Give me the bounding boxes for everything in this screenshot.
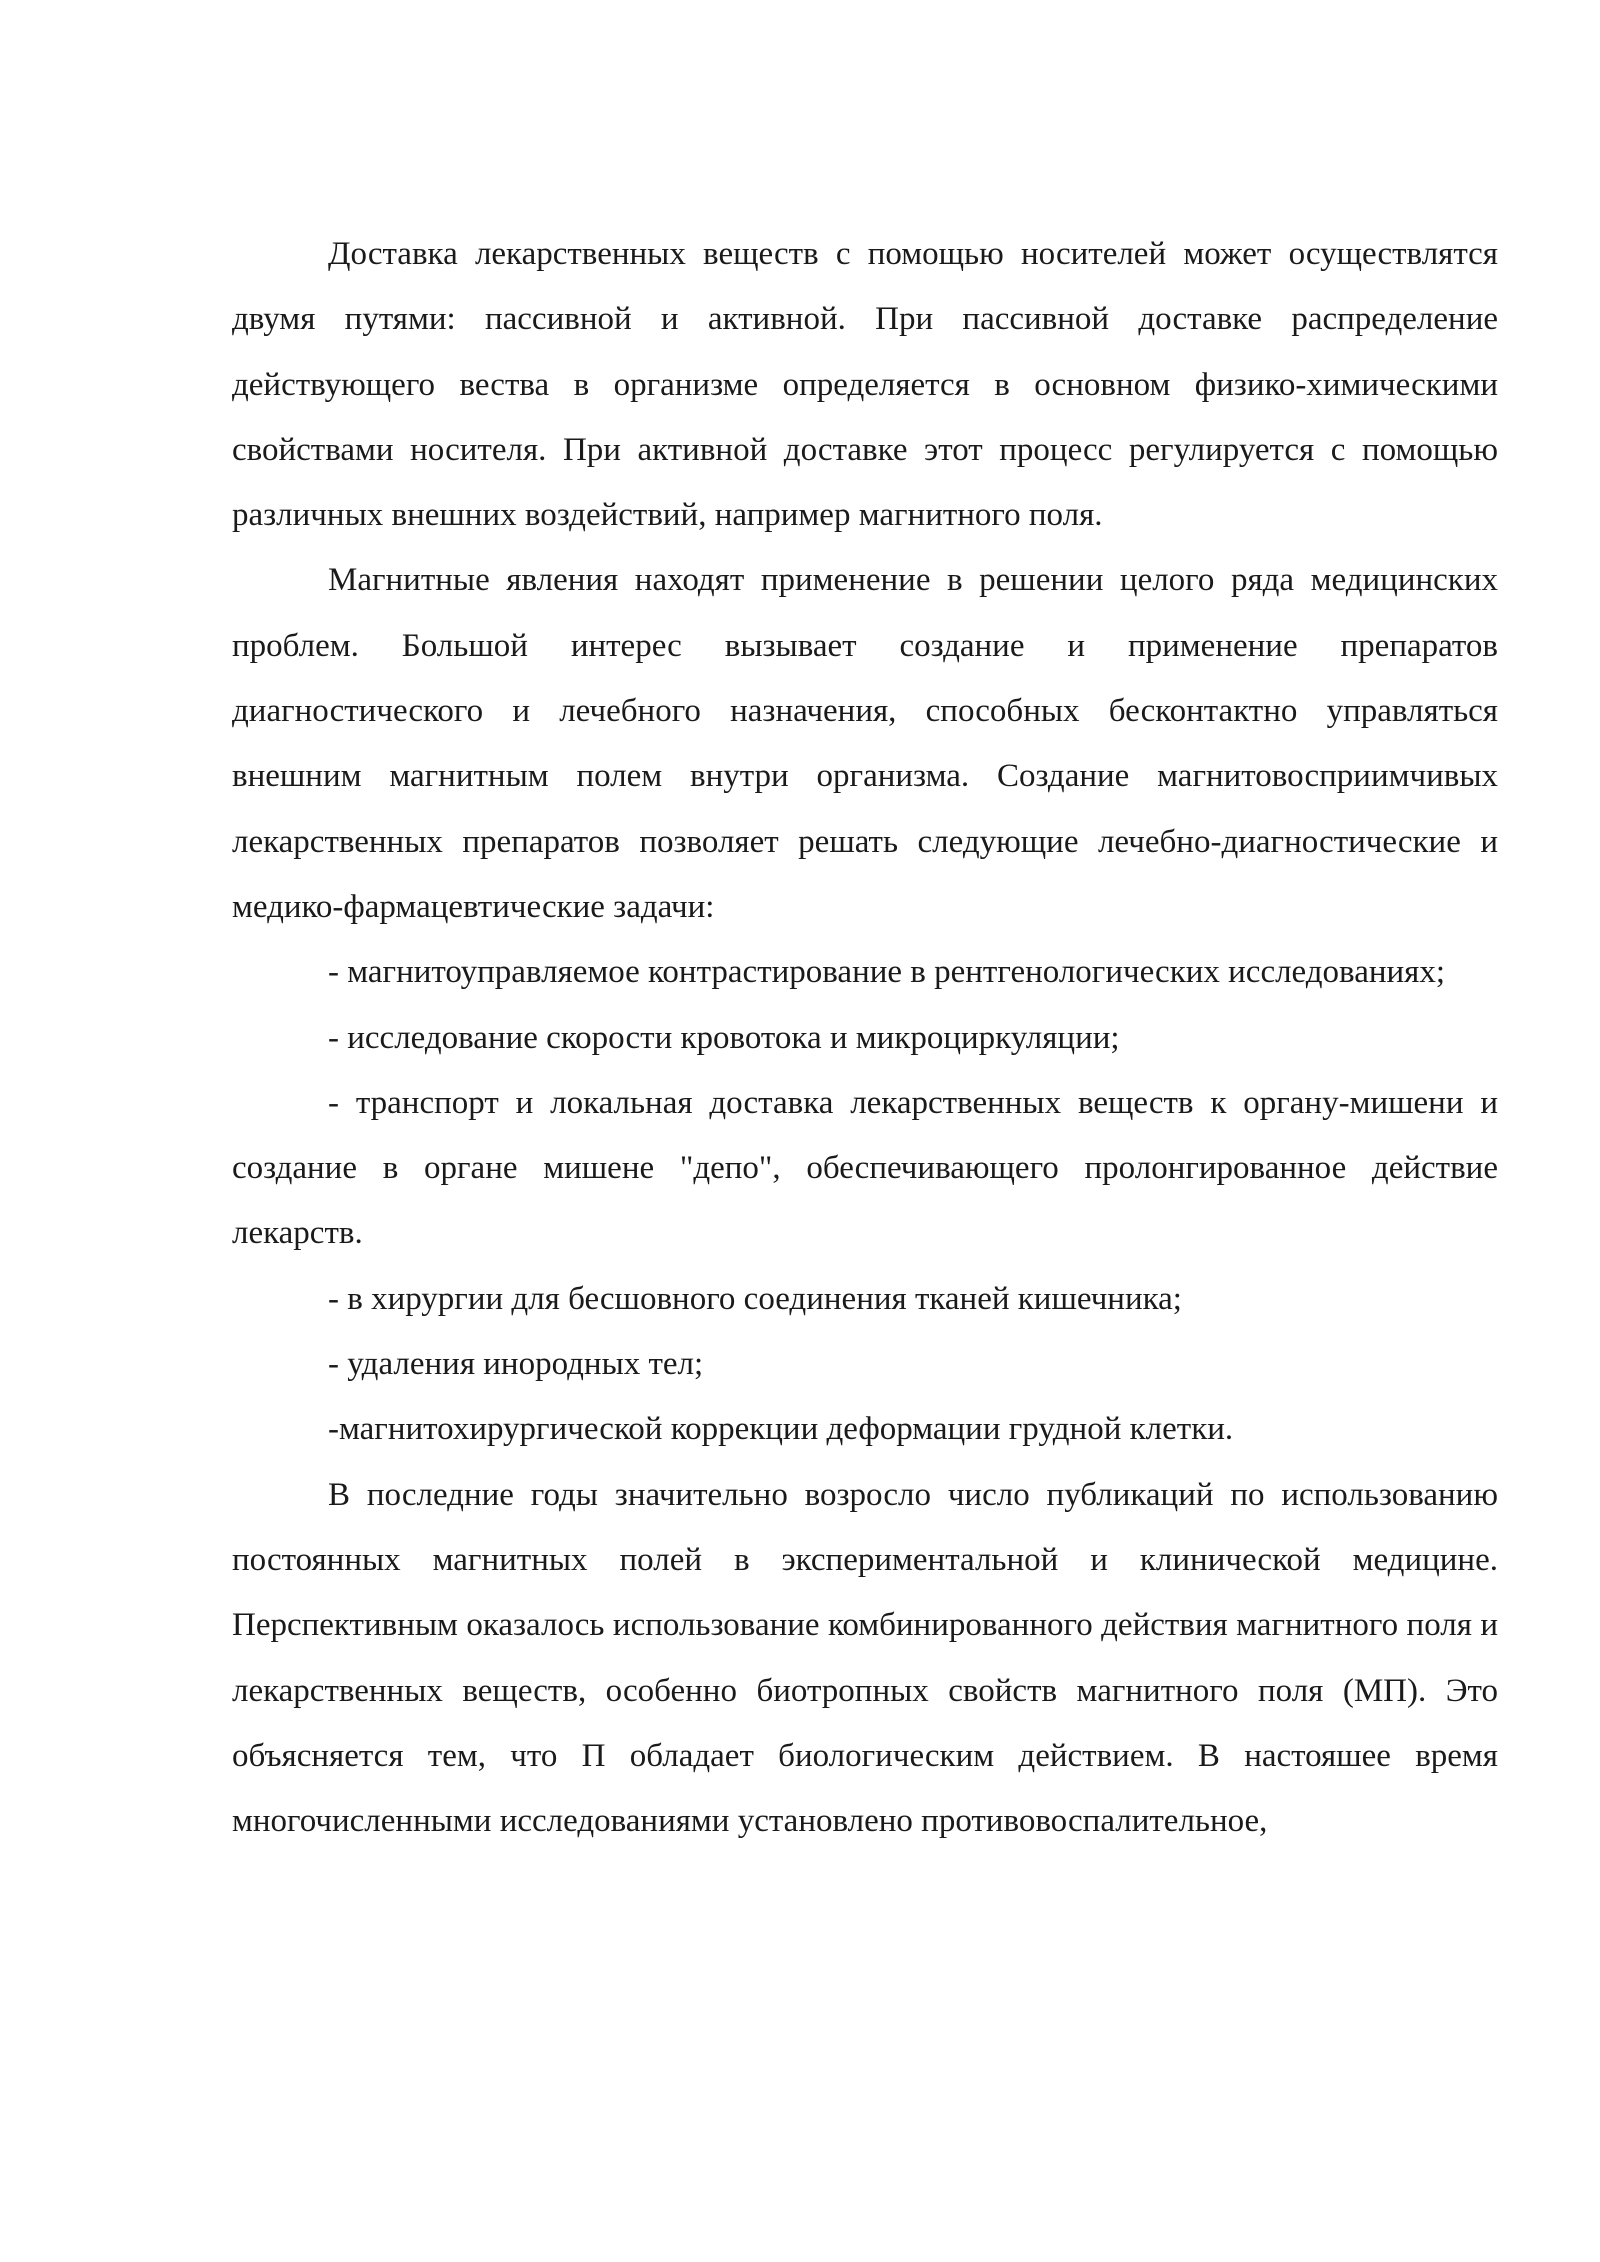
list-item-contrast: - магнитоуправляемое контрастирование в рентгенологических исследованиях; xyxy=(328,954,1446,991)
list-item-foreign-bodies: - удаления инородных тел; xyxy=(328,1346,704,1383)
paragraph-recent-years: В последние годы значительно возросло число публикаций по использованию постоянных магнитных полей в экспериментальной и клинической медицине. Перспективным оказалось использование комбинированного действия магнитного поля и лекарственных веществ, особенно биотропных свойств магнитного поля (МП). Это объясняется тем, что П обладает биологическим действием. В настояшее время многочисленными исследованиями установлено противовоспалительное, xyxy=(232,1476,1498,1840)
list-item-transport: - транспорт и локальная доставка лекарственных веществ к органу-мишени и создание в органе мишене "депо", обеспечивающего пролонгированное действие лекарств. xyxy=(232,1084,1498,1252)
list-item-blood-flow: - исследование скорости кровотока и микроциркуляции; xyxy=(328,1019,1120,1056)
list-item-chest-correction: -магнитохирургической коррекции деформации грудной клетки. xyxy=(328,1411,1234,1448)
paragraph-magnetic-phenomena: Магнитные явления находят применение в решении целого ряда медицинских проблем. Большой интерес вызывает создание и применение препаратов диагностического и лечебного назначения, способных бесконтактно управляться внешним магнитным полем внутри организма. Создание магнитовосприимчивых лекарственных препаратов позволяет решать следующие лечебно-диагностические и медико-фармацевтические задачи: xyxy=(232,562,1498,925)
paragraph-drug-delivery: Доставка лекарственных веществ с помощью носителей может осуществлятся двумя путями: пассивной и активной. При пассивной доставке распределение действующего вества в организме определяется в основном физико-химическими свойствами носителя. При активной доставке этот процесс регулируется с помощью различных внешних воздействий, например магнитного поля. xyxy=(232,236,1498,534)
body-text xyxy=(232,222,1498,1854)
list-item-surgery: - в хирургии для бесшовного соединения тканей кишечника; xyxy=(328,1280,1182,1317)
